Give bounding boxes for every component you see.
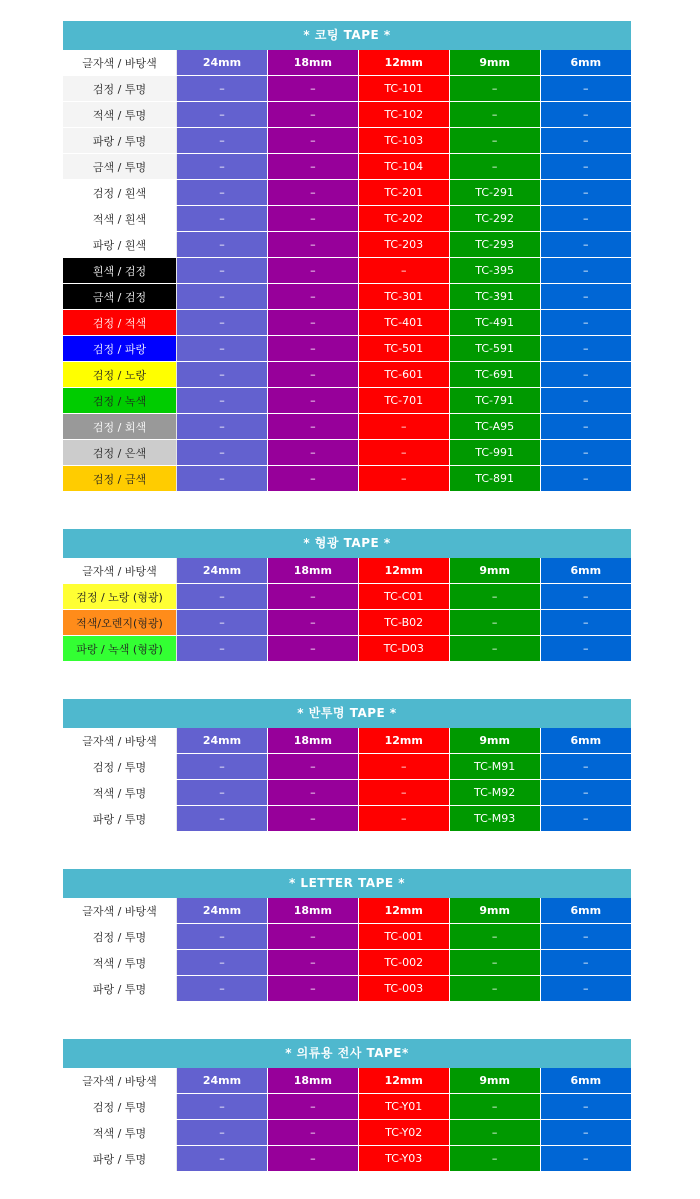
product-code-cell: – (267, 76, 358, 102)
tape-catalog (63, 21, 631, 1172)
product-code-cell: – (177, 388, 268, 414)
product-code-cell: TC-A95 (449, 414, 540, 440)
product-code-cell: – (358, 466, 449, 492)
product-code-cell: – (358, 440, 449, 466)
product-code-cell: TC-301 (358, 284, 449, 310)
product-code-cell: – (177, 440, 268, 466)
product-code-cell: – (449, 610, 540, 636)
product-code-cell: – (449, 128, 540, 154)
table-row (63, 754, 631, 780)
product-code-cell: TC-D03 (358, 636, 449, 662)
tape-table (63, 898, 631, 1002)
product-code-cell: – (177, 414, 268, 440)
product-code-cell: – (177, 76, 268, 102)
product-code-cell: – (267, 154, 358, 180)
product-code-cell: – (177, 806, 268, 832)
table-row (63, 388, 631, 414)
product-code-cell: – (177, 310, 268, 336)
header-label-cell: 글자색 / 바탕색 (63, 50, 177, 76)
product-code-cell: – (540, 780, 631, 806)
product-code-cell: – (267, 440, 358, 466)
product-code-cell: – (177, 232, 268, 258)
table-header-row (63, 558, 631, 584)
product-code-cell: TC-591 (449, 336, 540, 362)
color-label-cell: 적색 / 투명 (63, 780, 177, 806)
product-code-cell: – (177, 584, 268, 610)
table-row (63, 310, 631, 336)
header-size-cell: 12mm (358, 728, 449, 754)
product-code-cell: TC-M93 (449, 806, 540, 832)
table-header-row (63, 728, 631, 754)
table-row (63, 258, 631, 284)
header-label-cell: 글자색 / 바탕색 (63, 1068, 177, 1094)
table-header-row (63, 1068, 631, 1094)
product-code-cell: – (449, 1146, 540, 1172)
header-label-cell: 글자색 / 바탕색 (63, 898, 177, 924)
product-code-cell: – (540, 284, 631, 310)
product-code-cell: – (267, 258, 358, 284)
product-code-cell: – (540, 154, 631, 180)
header-size-cell: 9mm (449, 728, 540, 754)
product-code-cell: TC-102 (358, 102, 449, 128)
header-size-cell: 12mm (358, 1068, 449, 1094)
product-code-cell: TC-601 (358, 362, 449, 388)
product-code-cell: – (267, 610, 358, 636)
color-label-cell: 검정 / 녹색 (63, 388, 177, 414)
product-code-cell: – (540, 180, 631, 206)
product-code-cell: – (267, 388, 358, 414)
header-size-cell: 12mm (358, 898, 449, 924)
table-row (63, 1120, 631, 1146)
tape-section (63, 21, 631, 492)
header-size-cell: 18mm (267, 558, 358, 584)
table-row (63, 232, 631, 258)
table-row (63, 128, 631, 154)
product-code-cell: – (267, 206, 358, 232)
product-code-cell: – (267, 780, 358, 806)
product-code-cell: TC-M91 (449, 754, 540, 780)
header-size-cell: 18mm (267, 728, 358, 754)
product-code-cell: – (267, 754, 358, 780)
color-label-cell: 금색 / 검정 (63, 284, 177, 310)
header-size-cell: 24mm (177, 728, 268, 754)
product-code-cell: TC-Y03 (358, 1146, 449, 1172)
product-code-cell: – (267, 362, 358, 388)
header-size-cell: 24mm (177, 898, 268, 924)
table-row (63, 76, 631, 102)
color-label-cell: 검정 / 노랑 (63, 362, 177, 388)
product-code-cell: – (358, 414, 449, 440)
product-code-cell: – (267, 976, 358, 1002)
product-code-cell: – (540, 102, 631, 128)
color-label-cell: 파랑 / 투명 (63, 976, 177, 1002)
color-label-cell: 파랑 / 투명 (63, 1146, 177, 1172)
product-code-cell: – (177, 924, 268, 950)
header-size-cell: 6mm (540, 1068, 631, 1094)
table-row (63, 336, 631, 362)
color-label-cell: 검정 / 금색 (63, 466, 177, 492)
product-code-cell: – (540, 76, 631, 102)
header-label-cell: 글자색 / 바탕색 (63, 558, 177, 584)
header-size-cell: 9mm (449, 50, 540, 76)
tape-section (63, 699, 631, 832)
product-code-cell: – (449, 1094, 540, 1120)
product-code-cell: – (540, 336, 631, 362)
product-code-cell: – (267, 414, 358, 440)
table-header-row (63, 898, 631, 924)
table-row (63, 924, 631, 950)
product-code-cell: – (358, 806, 449, 832)
product-code-cell: TC-293 (449, 232, 540, 258)
product-code-cell: TC-M92 (449, 780, 540, 806)
color-label-cell: 적색 / 투명 (63, 102, 177, 128)
product-code-cell: – (267, 1120, 358, 1146)
product-code-cell: – (540, 232, 631, 258)
table-row (63, 780, 631, 806)
product-code-cell: – (540, 584, 631, 610)
product-code-cell: – (358, 780, 449, 806)
product-code-cell: – (267, 1094, 358, 1120)
product-code-cell: TC-791 (449, 388, 540, 414)
header-size-cell: 6mm (540, 558, 631, 584)
product-code-cell: – (177, 284, 268, 310)
section-title: * 형광 TAPE * (63, 529, 631, 558)
header-size-cell: 12mm (358, 558, 449, 584)
header-size-cell: 24mm (177, 558, 268, 584)
product-code-cell: – (449, 1120, 540, 1146)
product-code-cell: – (540, 128, 631, 154)
tape-table (63, 1068, 631, 1172)
product-code-cell: – (177, 128, 268, 154)
product-code-cell: – (177, 180, 268, 206)
product-code-cell: – (267, 1146, 358, 1172)
tape-section (63, 869, 631, 1002)
product-code-cell: TC-701 (358, 388, 449, 414)
tape-table (63, 728, 631, 832)
table-header-row (63, 50, 631, 76)
product-code-cell: – (177, 258, 268, 284)
product-code-cell: – (177, 950, 268, 976)
header-size-cell: 18mm (267, 1068, 358, 1094)
product-code-cell: TC-401 (358, 310, 449, 336)
color-label-cell: 적색 / 흰색 (63, 206, 177, 232)
product-code-cell: TC-B02 (358, 610, 449, 636)
product-code-cell: – (358, 258, 449, 284)
product-code-cell: TC-491 (449, 310, 540, 336)
product-code-cell: TC-395 (449, 258, 540, 284)
color-label-cell: 검정 / 회색 (63, 414, 177, 440)
product-code-cell: – (177, 362, 268, 388)
product-code-cell: – (540, 754, 631, 780)
product-code-cell: – (267, 924, 358, 950)
product-code-cell: TC-501 (358, 336, 449, 362)
header-size-cell: 6mm (540, 898, 631, 924)
color-label-cell: 검정 / 투명 (63, 754, 177, 780)
table-row (63, 950, 631, 976)
product-code-cell: TC-391 (449, 284, 540, 310)
product-code-cell: TC-291 (449, 180, 540, 206)
section-title: * 코팅 TAPE * (63, 21, 631, 50)
product-code-cell: – (449, 584, 540, 610)
product-code-cell: – (267, 336, 358, 362)
product-code-cell: TC-002 (358, 950, 449, 976)
product-code-cell: TC-C01 (358, 584, 449, 610)
table-row (63, 440, 631, 466)
product-code-cell: TC-203 (358, 232, 449, 258)
section-title: * LETTER TAPE * (63, 869, 631, 898)
color-label-cell: 검정 / 노랑 (형광) (63, 584, 177, 610)
tape-table (63, 558, 631, 662)
product-code-cell: – (449, 950, 540, 976)
product-code-cell: TC-891 (449, 466, 540, 492)
product-code-cell: TC-201 (358, 180, 449, 206)
product-code-cell: – (540, 362, 631, 388)
product-code-cell: – (540, 950, 631, 976)
table-row (63, 284, 631, 310)
product-code-cell: – (267, 950, 358, 976)
product-code-cell: – (177, 1120, 268, 1146)
product-code-cell: – (540, 466, 631, 492)
product-code-cell: – (267, 102, 358, 128)
table-row (63, 610, 631, 636)
header-size-cell: 18mm (267, 50, 358, 76)
product-code-cell: TC-Y02 (358, 1120, 449, 1146)
product-code-cell: TC-001 (358, 924, 449, 950)
color-label-cell: 검정 / 은색 (63, 440, 177, 466)
product-code-cell: – (449, 976, 540, 1002)
product-code-cell: – (177, 1146, 268, 1172)
section-title: * 의류용 전사 TAPE* (63, 1039, 631, 1068)
product-code-cell: – (267, 806, 358, 832)
product-code-cell: – (267, 466, 358, 492)
header-size-cell: 12mm (358, 50, 449, 76)
product-code-cell: – (449, 636, 540, 662)
product-code-cell: TC-691 (449, 362, 540, 388)
product-code-cell: – (177, 780, 268, 806)
header-size-cell: 9mm (449, 898, 540, 924)
product-code-cell: – (540, 206, 631, 232)
table-row (63, 206, 631, 232)
color-label-cell: 적색 / 투명 (63, 1120, 177, 1146)
product-code-cell: – (540, 1120, 631, 1146)
color-label-cell: 검정 / 투명 (63, 1094, 177, 1120)
product-code-cell: – (449, 102, 540, 128)
color-label-cell: 흰색 / 검정 (63, 258, 177, 284)
color-label-cell: 파랑 / 투명 (63, 128, 177, 154)
product-code-cell: – (540, 388, 631, 414)
product-code-cell: – (540, 310, 631, 336)
product-code-cell: TC-103 (358, 128, 449, 154)
product-code-cell: – (267, 584, 358, 610)
color-label-cell: 금색 / 투명 (63, 154, 177, 180)
header-size-cell: 6mm (540, 50, 631, 76)
color-label-cell: 검정 / 적색 (63, 310, 177, 336)
color-label-cell: 파랑 / 녹색 (형광) (63, 636, 177, 662)
product-code-cell: – (267, 180, 358, 206)
product-code-cell: – (540, 924, 631, 950)
product-code-cell: – (540, 806, 631, 832)
product-code-cell: – (177, 206, 268, 232)
product-code-cell: – (540, 258, 631, 284)
product-code-cell: – (449, 924, 540, 950)
product-code-cell: – (177, 610, 268, 636)
tape-table (63, 50, 631, 492)
product-code-cell: TC-Y01 (358, 1094, 449, 1120)
product-code-cell: – (177, 754, 268, 780)
product-code-cell: TC-101 (358, 76, 449, 102)
tape-section (63, 1039, 631, 1172)
product-code-cell: TC-292 (449, 206, 540, 232)
product-code-cell: TC-003 (358, 976, 449, 1002)
header-size-cell: 24mm (177, 1068, 268, 1094)
table-row (63, 584, 631, 610)
product-code-cell: – (540, 976, 631, 1002)
color-label-cell: 검정 / 파랑 (63, 336, 177, 362)
product-code-cell: – (449, 154, 540, 180)
product-code-cell: – (177, 336, 268, 362)
color-label-cell: 파랑 / 흰색 (63, 232, 177, 258)
product-code-cell: TC-104 (358, 154, 449, 180)
product-code-cell: – (540, 414, 631, 440)
header-size-cell: 9mm (449, 1068, 540, 1094)
product-code-cell: – (540, 440, 631, 466)
product-code-cell: – (449, 76, 540, 102)
color-label-cell: 검정 / 투명 (63, 924, 177, 950)
product-code-cell: – (177, 154, 268, 180)
header-size-cell: 24mm (177, 50, 268, 76)
product-code-cell: – (540, 610, 631, 636)
color-label-cell: 적색/오렌지(형광) (63, 610, 177, 636)
product-code-cell: – (267, 284, 358, 310)
product-code-cell: – (540, 1094, 631, 1120)
color-label-cell: 적색 / 투명 (63, 950, 177, 976)
table-row (63, 102, 631, 128)
tape-section (63, 529, 631, 662)
product-code-cell: – (267, 310, 358, 336)
table-row (63, 1146, 631, 1172)
color-label-cell: 검정 / 흰색 (63, 180, 177, 206)
table-row (63, 180, 631, 206)
table-row (63, 414, 631, 440)
product-code-cell: – (177, 466, 268, 492)
table-row (63, 976, 631, 1002)
table-row (63, 362, 631, 388)
section-title: * 반투명 TAPE * (63, 699, 631, 728)
product-code-cell: – (177, 1094, 268, 1120)
product-code-cell: TC-202 (358, 206, 449, 232)
product-code-cell: – (177, 976, 268, 1002)
product-code-cell: – (358, 754, 449, 780)
header-size-cell: 9mm (449, 558, 540, 584)
product-code-cell: – (177, 636, 268, 662)
product-code-cell: – (267, 128, 358, 154)
table-row (63, 154, 631, 180)
product-code-cell: – (267, 636, 358, 662)
product-code-cell: – (540, 1146, 631, 1172)
product-code-cell: – (267, 232, 358, 258)
table-row (63, 806, 631, 832)
header-size-cell: 18mm (267, 898, 358, 924)
table-row (63, 466, 631, 492)
product-code-cell: – (177, 102, 268, 128)
table-row (63, 636, 631, 662)
color-label-cell: 파랑 / 투명 (63, 806, 177, 832)
color-label-cell: 검정 / 투명 (63, 76, 177, 102)
product-code-cell: TC-991 (449, 440, 540, 466)
header-label-cell: 글자색 / 바탕색 (63, 728, 177, 754)
header-size-cell: 6mm (540, 728, 631, 754)
product-code-cell: – (540, 636, 631, 662)
table-row (63, 1094, 631, 1120)
